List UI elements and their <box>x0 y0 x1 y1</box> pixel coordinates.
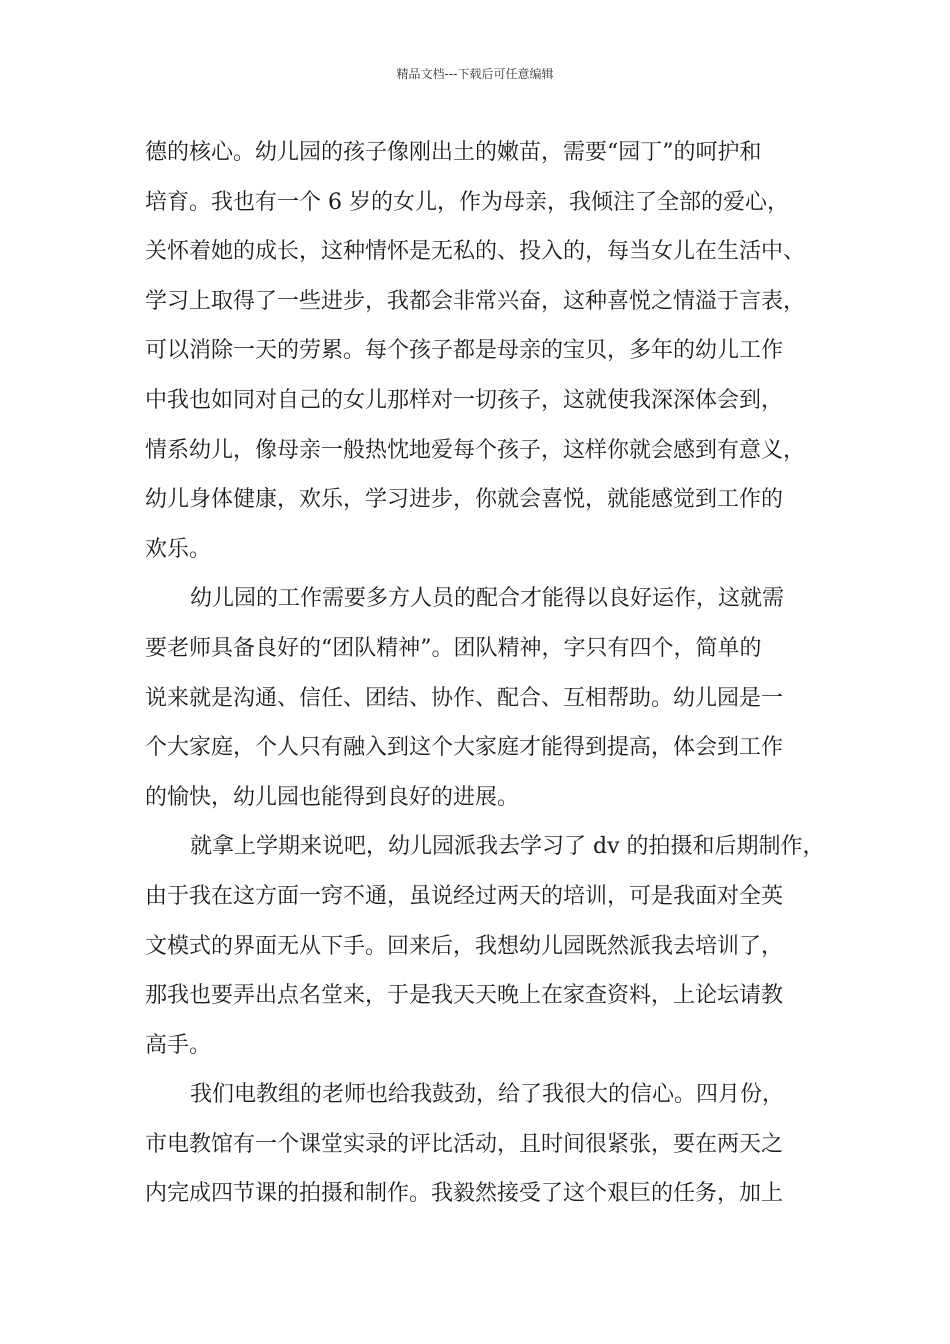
text-line: 那我也要弄出点名堂来，于是我天天晚上在家查资料，上论坛请教 <box>145 983 784 1009</box>
paragraph-start-line: 我们电教组的老师也给我鼓劲，给了我很大的信心。四月份， <box>190 1082 785 1108</box>
text-line: 培育。我也有一个 6 岁的女儿，作为母亲，我倾注了全部的爱心， <box>145 189 789 215</box>
text-line: 幼儿身体健康，欢乐，学习进步，你就会喜悦，就能感觉到工作的 <box>145 487 784 513</box>
text-line: 关怀着她的成长，这种情怀是无私的、投入的，每当女儿在生活中、 <box>145 239 806 265</box>
text-line: 德的核心。幼儿园的孩子像刚出土的嫩苗，需要“园丁”的呵护和 <box>145 140 762 165</box>
text-line: 内完成四节课的拍摄和制作。我毅然接受了这个艰巨的任务，加上 <box>145 1181 784 1207</box>
text-line: 文模式的界面无从下手。回来后，我想幼儿园既然派我去培训了， <box>145 933 784 959</box>
text-line: 市电教馆有一个课堂实录的评比活动，且时间很紧张，要在两天之 <box>145 1131 784 1157</box>
text-line: 欢乐。 <box>145 536 212 562</box>
document-body <box>145 128 825 1219</box>
paragraph-start-line: 就拿上学期来说吧，幼儿园派我去学习了 dv 的拍摄和后期制作， <box>190 834 825 860</box>
text-line: 的愉快，幼儿园也能得到良好的进展。 <box>145 784 520 810</box>
text-line: 说来就是沟通、信任、团结、协作、配合、互相帮助。幼儿园是一 <box>145 685 784 711</box>
text-line: 要老师具备良好的“团队精神”。团队精神，字只有四个，简单的 <box>145 635 762 661</box>
text-line: 由于我在这方面一窍不通，虽说经过两天的培训，可是我面对全英 <box>145 883 784 909</box>
text-line: 高手。 <box>145 1032 212 1058</box>
text-line: 个大家庭，个人只有融入到这个大家庭才能得到提高，体会到工作 <box>145 735 784 761</box>
paragraph-start-line: 幼儿园的工作需要多方人员的配合才能得以良好运作，这就需 <box>190 586 785 612</box>
text-line: 中我也如同对自己的女儿那样对一切孩子，这就使我深深体会到， <box>145 387 784 413</box>
text-line: 学习上取得了一些进步，我都会非常兴奋，这种喜悦之情溢于言表， <box>145 288 806 314</box>
page-header: 精品文档---下载后可任意编辑 <box>396 67 554 81</box>
text-line: 情系幼儿，像母亲一般热忱地爱每个孩子，这样你就会感到有意义， <box>145 437 806 463</box>
text-line: 可以消除一天的劳累。每个孩子都是母亲的宝贝，多年的幼儿工作 <box>145 338 784 364</box>
